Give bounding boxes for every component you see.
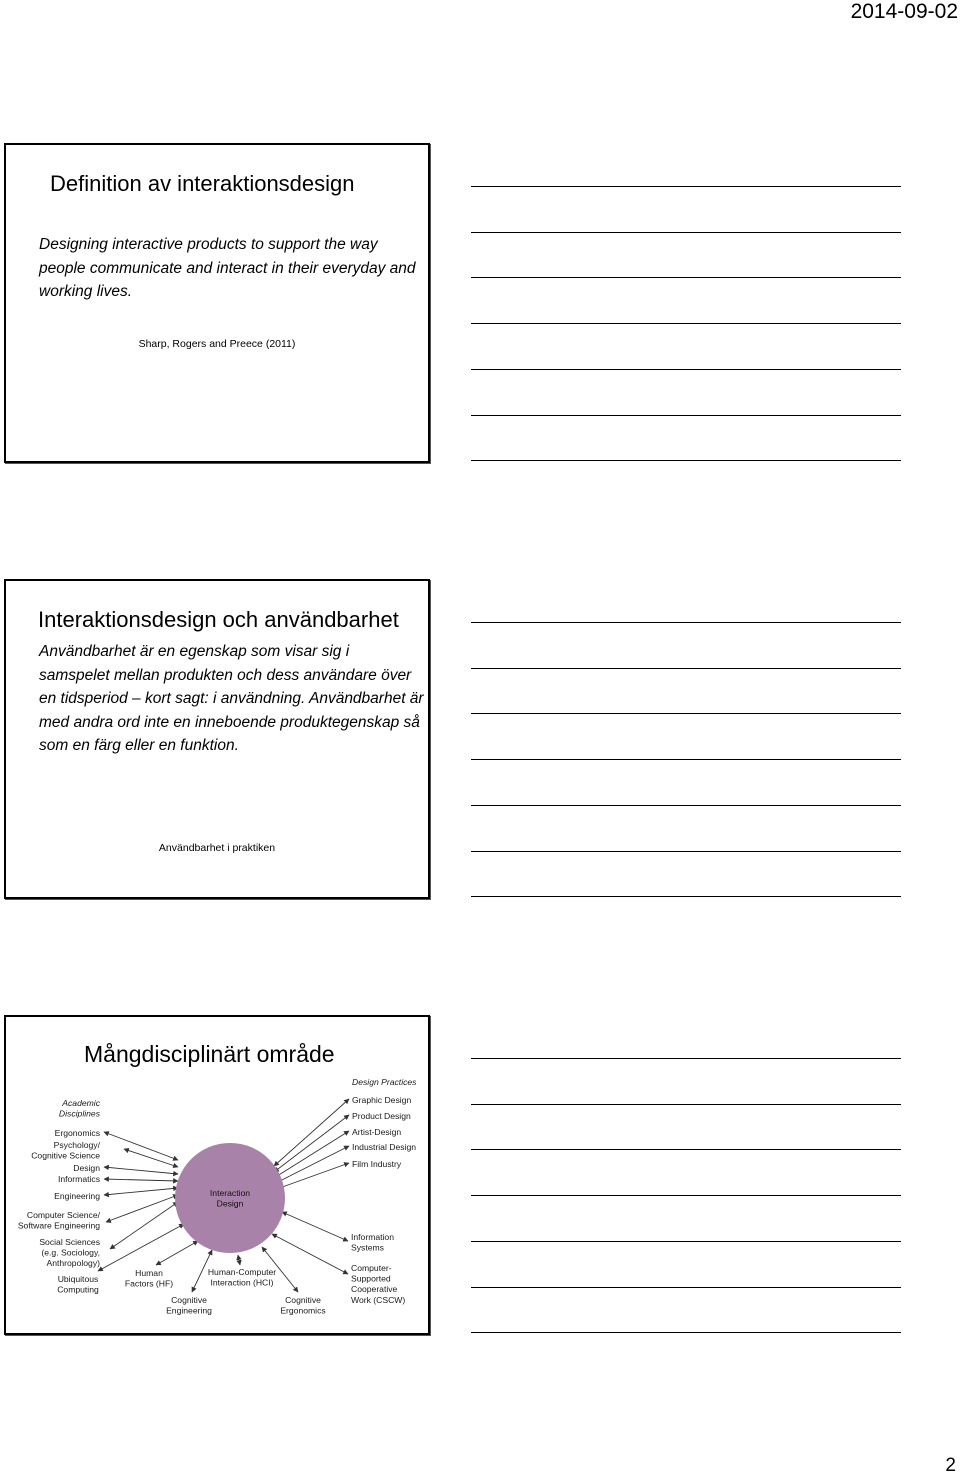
notes-line (471, 1287, 901, 1288)
diagram-arrow (274, 1131, 349, 1178)
design-practice-label: Artist-Design (352, 1127, 402, 1137)
notes-line (471, 415, 901, 416)
slide-usability (4, 579, 430, 899)
notes-line (471, 1058, 901, 1059)
diagram-arrow (104, 1179, 178, 1181)
notes-line (471, 369, 901, 370)
diagram-arrow (104, 1167, 178, 1174)
design-practice-label: Industrial Design (352, 1142, 417, 1152)
notes-line (471, 713, 901, 714)
diagram-arrow (104, 1188, 178, 1195)
notes-line (471, 277, 901, 278)
academic-discipline-label: Design (73, 1163, 100, 1173)
diagram-arrow (274, 1163, 349, 1190)
diagram-arrow (282, 1212, 348, 1241)
diagram-arrow (124, 1149, 178, 1167)
notes-line (471, 1241, 901, 1242)
notes-line (471, 759, 901, 760)
diagram-arrow (272, 1234, 348, 1274)
notes-line (471, 232, 901, 233)
interdisciplinary-field-label: Cognitive Ergonomics (280, 1295, 326, 1316)
diagram-arrow (274, 1099, 349, 1166)
header-date: 2014-09-02 (850, 0, 958, 23)
academic-discipline-label: Psychology/ Cognitive Science (31, 1140, 100, 1161)
diagram-arrow (238, 1255, 240, 1265)
interdisciplinary-field-label: Human Factors (HF) (124, 1268, 174, 1289)
slide-definition (4, 143, 430, 463)
academic-discipline-label: Informatics (57, 1174, 100, 1184)
academic-discipline-label: Ergonomics (54, 1128, 100, 1138)
interdisciplinary-field-label: Human-Computer Interaction (HCI) (207, 1267, 277, 1288)
academic-discipline-label: Engineering (54, 1191, 100, 1201)
notes-line (471, 622, 901, 623)
notes-line (471, 186, 901, 187)
practices-header: Design Practices (352, 1077, 417, 1087)
notes-line (471, 851, 901, 852)
notes-line (471, 1149, 901, 1150)
notes-line (471, 668, 901, 669)
interdisciplinary-field-label: Information Systems (351, 1232, 394, 1253)
notes-line (471, 805, 901, 806)
academic-header: Academic Disciplines (58, 1098, 100, 1119)
page-number: 2 (945, 1455, 956, 1476)
slide-multidisciplinary (4, 1015, 430, 1335)
center-label: Interaction Design (209, 1188, 251, 1209)
design-practice-label: Film Industry (352, 1159, 402, 1169)
interdisciplinary-field-label: Cognitive Engineering (166, 1295, 212, 1316)
notes-line (471, 1104, 901, 1105)
slide-title: Definition av interaktionsdesign (50, 171, 355, 196)
design-practice-label: Graphic Design (352, 1095, 412, 1105)
interdisciplinary-field-label: Computer-Supported Cooperative Work (CSCW) (351, 1263, 406, 1305)
diagram-arrow (98, 1224, 184, 1271)
notes-line (471, 1332, 901, 1333)
diagram-arrow (156, 1241, 198, 1265)
diagram-arrow (110, 1202, 178, 1249)
interaction-design-diagram (6, 1069, 428, 1331)
slide-title: Interaktionsdesign och användbarhet (38, 607, 399, 632)
slide-quote: Användbarhet är en egenskap som visar sig i samspelet mellan produkten och dess användare över en tidsperiod – kort sagt: i användning. Användbarhet är med andra ord inte en inneboende produktegenskap så som en färg eller en funktion. (39, 643, 424, 754)
slide-source: Sharp, Rogers and Preece (2011) (138, 338, 296, 350)
diagram-arrow (274, 1115, 349, 1172)
interdisciplinary-field-label: Ubiquitous Computing (57, 1274, 99, 1295)
diagram-arrow (104, 1132, 178, 1160)
notes-line (471, 896, 901, 897)
diagram-arrow (274, 1146, 349, 1184)
slide-title: Mångdisciplinärt område (84, 1041, 335, 1067)
notes-line (471, 1195, 901, 1196)
slide-source: Användbarhet i praktiken (158, 842, 276, 854)
design-practice-label: Product Design (352, 1111, 411, 1121)
diagram-arrow (106, 1195, 178, 1222)
academic-discipline-label: Social Sciences (e.g. Sociology, Anthropology) (39, 1237, 100, 1269)
notes-line (471, 323, 901, 324)
academic-discipline-label: Computer Science/ Software Engineering (17, 1210, 100, 1231)
slide-quote: Designing interactive products to support the way people communicate and interact in their everyday and working lives. (39, 236, 416, 300)
notes-line (471, 460, 901, 461)
